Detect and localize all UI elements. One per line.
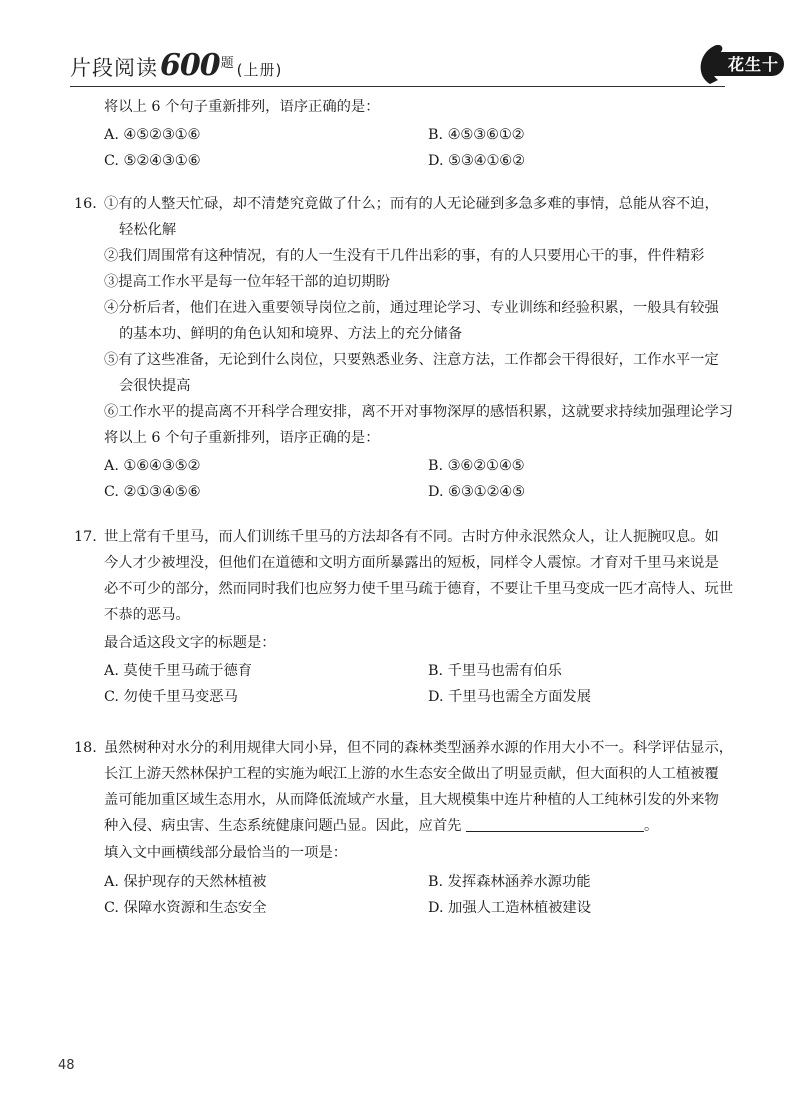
book-title (70, 48, 282, 83)
q18-answer-blank (466, 817, 644, 832)
q17-line: 必不可少的部分，然而同时我们也应努力使千里马疏于德育，不要让千里马变成一匹才高恃人、玩世 (104, 581, 734, 597)
q17-number: 17. (74, 529, 97, 545)
book-title-number: 600 (160, 48, 220, 83)
q16-option-d: D. ⑥③①②④⑤ (428, 484, 525, 500)
q17-option-c: C. 勿使千里马变恶马 (104, 689, 238, 705)
q18-line: 长江上游天然林保护工程的实施为岷江上游的水生态安全做出了明显贡献，但大面积的人工植被覆 (104, 766, 719, 782)
q15-option-d: D. ⑤③④①⑥② (428, 153, 525, 169)
q16-option-b: B. ③⑥②①④⑤ (428, 458, 525, 474)
q15-option-a: A. ④⑤②③①⑥ (104, 127, 201, 143)
q17-option-a: A. 莫使千里马疏于德育 (104, 663, 253, 679)
q15-prompt: 将以上 6 个句子重新排列，语序正确的是： (104, 99, 380, 115)
q16-number: 16. (74, 196, 97, 212)
q18-line: 盖可能加重区域生态用水，从而降低流域产水量，且大规模集中连片种植的人工纯林引发的外来物 (104, 792, 719, 808)
q18-option-d: D. 加强人工造林植被建设 (428, 900, 592, 916)
q16-line: 轻松化解 (119, 222, 177, 238)
q16-line: ②我们周围常有这种情况，有的人一生没有干几件出彩的事，有的人只要用心干的事，件件精彩 (104, 248, 705, 264)
q15-option-c: C. ⑤②④③①⑥ (104, 153, 201, 169)
q18-line (104, 816, 658, 836)
q16-prompt: 将以上 6 个句子重新排列，语序正确的是： (104, 430, 380, 446)
book-volume: (上册) (236, 61, 283, 79)
q16-line: ⑤有了这些准备，无论到什么岗位，只要熟悉业务、注意方法，工作都会干得很好，工作水平一定 (104, 352, 719, 368)
page-header (70, 40, 780, 97)
q17-option-b: B. 千里马也需有伯乐 (428, 663, 562, 679)
q16-line: 会很快提高 (119, 378, 191, 394)
q16-option-a: A. ①⑥④③⑤② (104, 458, 201, 474)
q18-line: 虽然树种对水分的利用规律大同小异，但不同的森林类型涵养水源的作用大小不一。科学评估显示， (104, 740, 734, 756)
q15-option-b: B. ④⑤③⑥①② (428, 127, 525, 143)
q16-line: ①有的人整天忙碌，却不清楚究竟做了什么；而有的人无论碰到多急多难的事情，总能从容不迫， (104, 196, 719, 212)
book-title-text: 片段阅读 (70, 56, 158, 80)
q16-option-c: C. ②①③④⑤⑥ (104, 484, 201, 500)
header-divider (70, 86, 725, 87)
q16-line: ④分析后者，他们在进入重要领导岗位之前，通过理论学习、专业训练和经验积累，一般具有较强 (104, 300, 719, 316)
q17-line: 今人才少被埋没，但他们在道德和文明方面所暴露出的短板，同样令人震惊。才育对千里马来说是 (104, 555, 719, 571)
q17-prompt: 最合适这段文字的标题是： (104, 635, 276, 651)
page-number: 48 (58, 1058, 75, 1073)
q18-number: 18. (74, 740, 97, 756)
q16-line: ③提高工作水平是每一位年轻干部的迫切期盼 (104, 274, 390, 290)
q17-option-d: D. 千里马也需全方面发展 (428, 689, 592, 705)
q16-line: 的基本功、鲜明的角色认知和境界、方法上的充分储备 (119, 326, 463, 342)
q18-option-b: B. 发挥森林涵养水源功能 (428, 874, 591, 890)
q17-line: 不恭的恶马。 (104, 607, 190, 623)
brand-logo (688, 40, 788, 97)
q17-line: 世上常有千里马，而人们训练千里马的方法却各有不同。古时方仲永泯然众人，让人扼腕叹息。如 (104, 529, 719, 545)
brand-logo-text: 花生十三 (728, 55, 780, 97)
q16-line: ⑥工作水平的提高离不开科学合理安排，离不开对事物深厚的感悟积累，这就要求持续加强理论学习 (104, 404, 734, 420)
q18-prompt: 填入文中画横线部分最恰当的一项是： (104, 845, 348, 861)
q18-line4-end: 。 (643, 818, 659, 834)
book-title-suffix: 题 (220, 56, 235, 71)
q18-line4-text: 种入侵、病虫害、生态系统健康问题凸显。因此，应首先 (104, 818, 462, 834)
q18-option-a: A. 保护现存的天然林植被 (104, 874, 267, 890)
q18-option-c: C. 保障水资源和生态安全 (104, 900, 267, 916)
